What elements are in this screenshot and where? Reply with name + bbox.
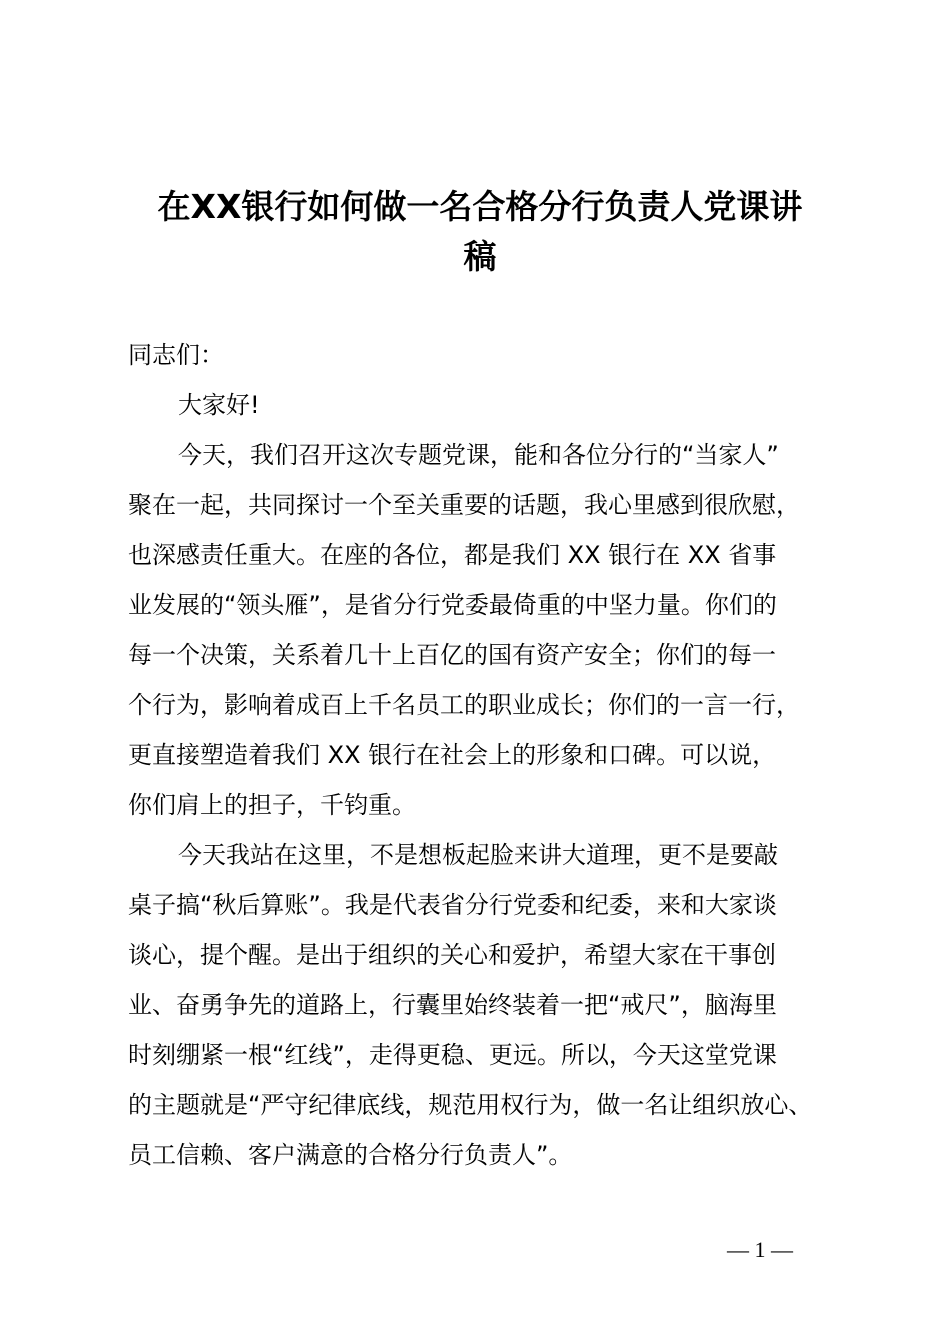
document-title bbox=[120, 182, 840, 282]
paragraph-line: 谈心，提个醒。是出于组织的关心和爱护，希望大家在干事创 bbox=[128, 941, 776, 969]
paragraph-line: 桌子搞“秋后算账”。我是代表省分行党委和纪委，来和大家谈 bbox=[128, 891, 777, 919]
paragraph-line: 你们肩上的担子，千钧重。 bbox=[128, 791, 416, 819]
paragraph-2 bbox=[128, 830, 856, 1180]
paragraph-line: 今天我站在这里，不是想板起脸来讲大道理，更不是要敲 bbox=[178, 841, 778, 869]
document-body bbox=[128, 330, 856, 1180]
paragraph-line: 也深感责任重大。在座的各位，都是我们 XX 银行在 XX 省事 bbox=[128, 541, 777, 569]
paragraph-line: 今天，我们召开这次专题党课，能和各位分行的“当家人” bbox=[178, 441, 779, 469]
title-line: 在XX银行如何做一名合格分行负责人党课讲 bbox=[157, 187, 803, 226]
page-number: — 1 — bbox=[727, 1237, 793, 1262]
paragraph-line: 的主题就是“严守纪律底线，规范用权行为，做一名让组织放心、 bbox=[128, 1091, 813, 1119]
title-line: 稿 bbox=[463, 237, 497, 276]
paragraph-line: 业发展的“领头雁”，是省分行党委最倚重的中坚力量。你们的 bbox=[128, 591, 777, 619]
salutation: 同志们： bbox=[128, 341, 224, 369]
paragraph-line: 时刻绷紧一根“红线”，走得更稳、更远。所以，今天这堂党课 bbox=[128, 1041, 777, 1069]
paragraph-line: 更直接塑造着我们 XX 银行在社会上的形象和口碑。可以说， bbox=[128, 741, 777, 769]
greeting: 大家好! bbox=[178, 391, 260, 419]
paragraph-line: 员工信赖、客户满意的合格分行负责人”。 bbox=[128, 1141, 573, 1169]
paragraph-line: 业、奋勇争先的道路上，行囊里始终装着一把“戒尺”，脑海里 bbox=[128, 991, 777, 1019]
paragraph-1 bbox=[128, 430, 856, 830]
paragraph-line: 聚在一起，共同探讨一个至关重要的话题，我心里感到很欣慰， bbox=[128, 491, 800, 519]
paragraph-line: 每一个决策，关系着几十上百亿的国有资产安全；你们的每一 bbox=[128, 641, 776, 669]
paragraph-line: 个行为，影响着成百上千名员工的职业成长；你们的一言一行， bbox=[128, 691, 800, 719]
